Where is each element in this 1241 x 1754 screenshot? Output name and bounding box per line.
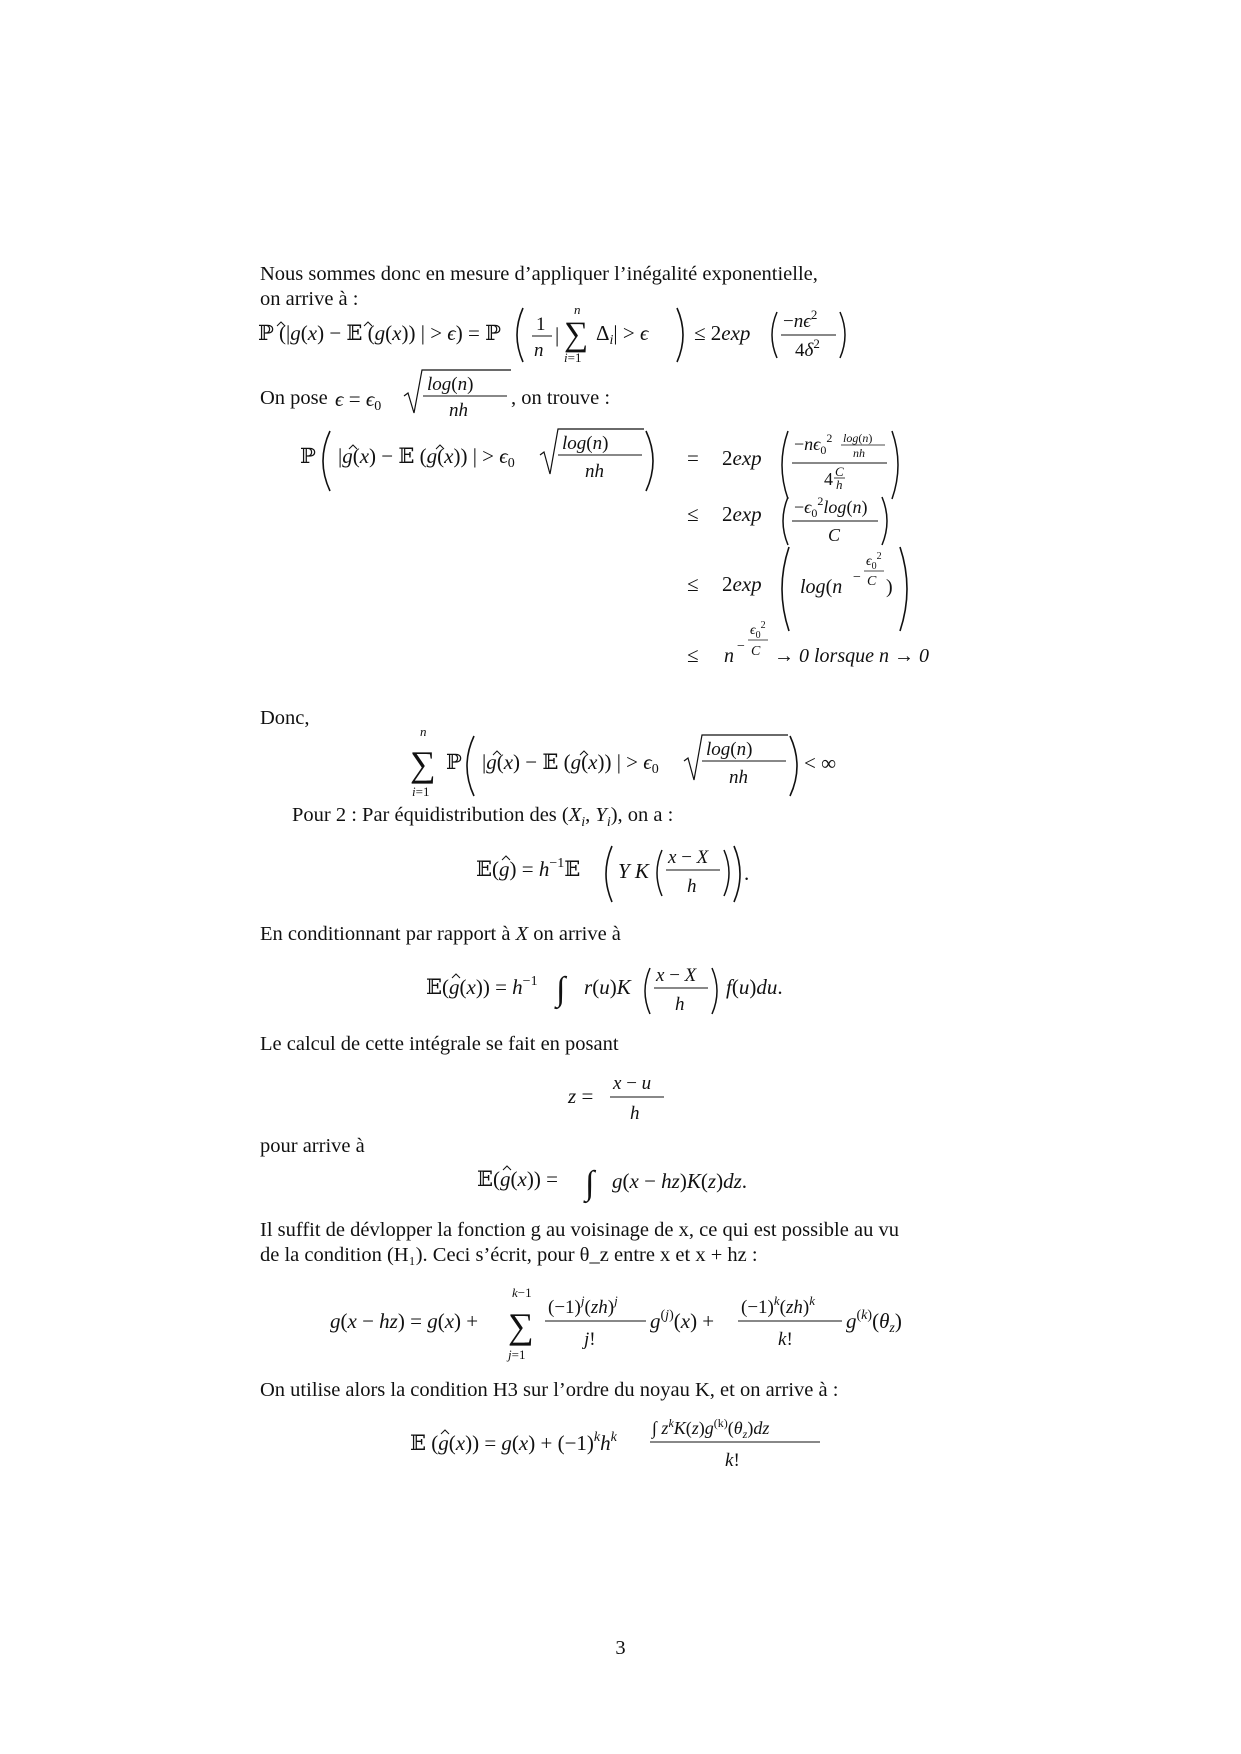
svg-text:x − X: x − X xyxy=(656,965,697,986)
svg-text:.: . xyxy=(744,861,750,885)
svg-text:−: − xyxy=(737,639,745,654)
calcul-text: Le calcul de cette intégrale se fait en posant xyxy=(260,1033,619,1055)
svg-text:ℙ (|g(x) − 𝔼 (g(x)) | > ϵ) =: ℙ (|g(x) − 𝔼 (g(x)) | > ϵ) = ℙ xyxy=(258,321,501,345)
on-utilise-text: On utilise alors la condition H3 sur l’ordre du noyau K, et on arrive à : xyxy=(260,1379,839,1401)
paragraph-intro-line2: on arrive à : xyxy=(260,288,359,310)
paragraph-conditionnant: En conditionnant par rapport à X on arrive à xyxy=(260,923,621,945)
svg-text:2exp: 2exp xyxy=(722,446,762,470)
svg-text:C: C xyxy=(835,464,844,479)
svg-text:log(n): log(n) xyxy=(562,433,609,454)
il-suffit-line2: de la condition (H₁). Ceci s’écrit, pour θ_z entre x et x + hz : xyxy=(260,1244,758,1266)
equation-z-substitution xyxy=(568,1064,688,1130)
conditionnant-pre: En conditionnant par rapport à xyxy=(260,923,511,945)
svg-text:Δi| > ϵ: Δi| > ϵ xyxy=(596,321,649,348)
svg-text:j!: j! xyxy=(584,1329,596,1350)
equation-sum-finite xyxy=(410,724,850,806)
equation-taylor-expansion xyxy=(330,1283,930,1368)
svg-text:4: 4 xyxy=(824,469,833,489)
svg-text:∑: ∑ xyxy=(564,316,589,353)
paragraph-il-suffit xyxy=(260,1218,990,1268)
svg-text:log(n): log(n) xyxy=(706,739,753,760)
pour-arrive-text: pour arrive à xyxy=(260,1135,365,1157)
svg-text:C: C xyxy=(751,644,761,659)
svg-text:C: C xyxy=(828,525,841,545)
equation-epsilon-definition xyxy=(335,366,535,426)
equation-probability-bound xyxy=(258,300,858,370)
svg-text:𝔼(g) = h−1𝔼: 𝔼(g) = $h^{-1}𝔼$ xyxy=(476,856,581,881)
svg-text:−nϵ2: $-n\epsilon^2$ xyxy=(783,307,818,332)
svg-text:(−1)j(zh)j: $(-1)^j(zh)^j$ xyxy=(548,1293,618,1318)
svg-text:): ) xyxy=(886,576,893,598)
svg-text:2exp: 2exp xyxy=(722,572,762,596)
svg-text:g(k)(θz): g(k)(θz) xyxy=(846,1308,902,1336)
svg-text:f(u)du.: f(u)du. xyxy=(726,975,783,999)
svg-text:n: n xyxy=(574,302,581,317)
conditionnant-post: on arrive à xyxy=(533,923,621,945)
infinity-text: < ∞ xyxy=(804,751,837,775)
svg-text:C: C xyxy=(867,574,877,589)
svg-text:∑: ∑ xyxy=(410,744,436,784)
svg-text:ϵ02: $\epsilon_0^2$ xyxy=(866,551,882,572)
paragraph-calcul xyxy=(260,1032,990,1057)
svg-text:∫: ∫ xyxy=(585,1165,595,1202)
svg-text:x − X: x − X xyxy=(668,847,709,868)
svg-text:=: = xyxy=(687,446,699,470)
svg-text:h: h xyxy=(687,876,697,897)
paragraph-on-utilise xyxy=(260,1378,990,1403)
svg-text:ℙ: ℙ xyxy=(300,444,316,468)
svg-text:1: 1 xyxy=(536,314,546,335)
svg-text:n: n xyxy=(724,645,734,667)
equation-final-bias xyxy=(410,1410,850,1480)
svg-text:𝔼 (g(x)) = g(x) + (−1)khk: 𝔼 $(g(x)) = g(x) + (-1)^kh^k$ xyxy=(410,1430,617,1455)
page-number: 3 xyxy=(615,1637,626,1659)
svg-text:k!: k! xyxy=(778,1329,793,1350)
on-pose-post: , on trouve : xyxy=(511,387,611,409)
pour-2-pre: Pour 2 : Par équidistribution des xyxy=(292,804,557,826)
svg-text:|g(x) − 𝔼 (g(x)) | > ϵ0: |g(x) − 𝔼 (g(x)) | > ϵ0 xyxy=(338,444,515,471)
svg-text:≤: ≤ xyxy=(687,643,699,667)
paragraph-on-pose xyxy=(260,386,328,411)
pour-2-post: , on a : xyxy=(617,804,674,826)
paragraph-intro-line1: Nous sommes donc en mesure d’appliquer l’inégalité exponentielle, xyxy=(260,263,818,285)
svg-text:∫: ∫ xyxy=(556,971,566,1008)
svg-text:x − u: x − u xyxy=(613,1073,652,1094)
svg-text:∫ zkK(z)g(k)(θz)dz: ∫ $z^kK(z)g^{(k)}(\theta_z)dz$ xyxy=(652,1416,770,1441)
svg-text:ℙ: ℙ xyxy=(446,750,462,774)
svg-text:−nϵ02: $-n\epsilon_0^2$ xyxy=(794,431,833,457)
svg-text:k−1: k−1 xyxy=(512,1285,532,1300)
svg-text:z =: z = xyxy=(568,1084,594,1108)
svg-text:n: n xyxy=(420,724,427,739)
svg-text:Y K: Y K xyxy=(618,859,649,883)
lorsque-text: → 0 lorsque n → 0 xyxy=(774,645,929,667)
paragraph-on-pose-post xyxy=(511,386,610,411)
svg-text:≤ 2exp: ≤ 2exp xyxy=(694,321,751,345)
svg-text:log(n): log(n) xyxy=(427,374,474,395)
svg-text:𝔼(g(x)) = h−1: 𝔼(g(x)) = $h^{-1}$ xyxy=(426,974,538,999)
svg-text:4δ2: $4\delta^2$ xyxy=(795,336,820,361)
equation-aligned-bounds xyxy=(300,425,940,675)
svg-text:nh: nh xyxy=(729,767,748,788)
svg-text:nh: nh xyxy=(853,446,865,460)
svg-text:∑: ∑ xyxy=(508,1306,534,1346)
svg-text:log(n): log(n) xyxy=(843,431,873,445)
svg-text:r(u)K: r(u)K xyxy=(584,975,631,999)
svg-text:|g(x) − 𝔼 (g(x)) | > ϵ0: |g(x) − 𝔼 (g(x)) | > ϵ0 xyxy=(482,750,659,777)
svg-text:k!: k! xyxy=(725,1450,740,1471)
svg-text:h: h xyxy=(630,1103,640,1124)
equation-expectation-ghat xyxy=(476,838,796,908)
svg-text:≤: ≤ xyxy=(687,502,699,526)
svg-text:𝔼(g(x)) =: 𝔼(g(x)) = xyxy=(477,1167,558,1191)
svg-text:g(j)(x) +: g(j)(x) + xyxy=(650,1308,715,1333)
svg-text:h: h xyxy=(836,477,843,492)
svg-text:(−1)k(zh)k: $(-1)^k(zh)^k$ xyxy=(741,1293,815,1318)
svg-text:nh: nh xyxy=(585,461,604,482)
donc-text: Donc, xyxy=(260,707,310,729)
svg-text:≤: ≤ xyxy=(687,572,699,596)
svg-text:ϵ02: $\epsilon_0^2$ xyxy=(750,620,766,641)
svg-text:nh: nh xyxy=(449,400,468,421)
svg-text:j=1: j=1 xyxy=(508,1347,526,1362)
svg-text:2exp: 2exp xyxy=(722,502,762,526)
svg-text:i=1: i=1 xyxy=(564,350,582,365)
svg-text:h: h xyxy=(675,994,685,1015)
svg-text:g(x − hz) = g(x) +: g(x − hz) = g(x) + xyxy=(330,1309,479,1333)
equation-integral-expectation xyxy=(426,954,826,1024)
svg-text:log(n: log(n xyxy=(800,576,843,598)
svg-text:ϵ = ϵ0: ϵ = ϵ0 xyxy=(335,387,382,414)
on-pose-pre: On pose xyxy=(260,387,328,409)
svg-text:−: − xyxy=(853,570,861,585)
svg-text:g(x − hz)K(z)dz.: g(x − hz)K(z)dz. xyxy=(612,1169,747,1193)
equation-integral-substituted xyxy=(477,1150,797,1210)
paragraph-pour-2: Pour 2 : Par équidistribution des ($X_i$, $Y_i$), on a : xyxy=(292,804,674,831)
svg-text:n: n xyxy=(534,340,544,361)
il-suffit-line1: Il suffit de dévlopper la fonction g au voisinage de x, ce qui est possible au vu xyxy=(260,1219,899,1241)
svg-text:|: | xyxy=(555,323,560,347)
svg-text:−ϵ02log(n): $-\epsilon_0^2\log(n)$ xyxy=(794,494,868,520)
svg-text:i=1: i=1 xyxy=(412,784,430,799)
